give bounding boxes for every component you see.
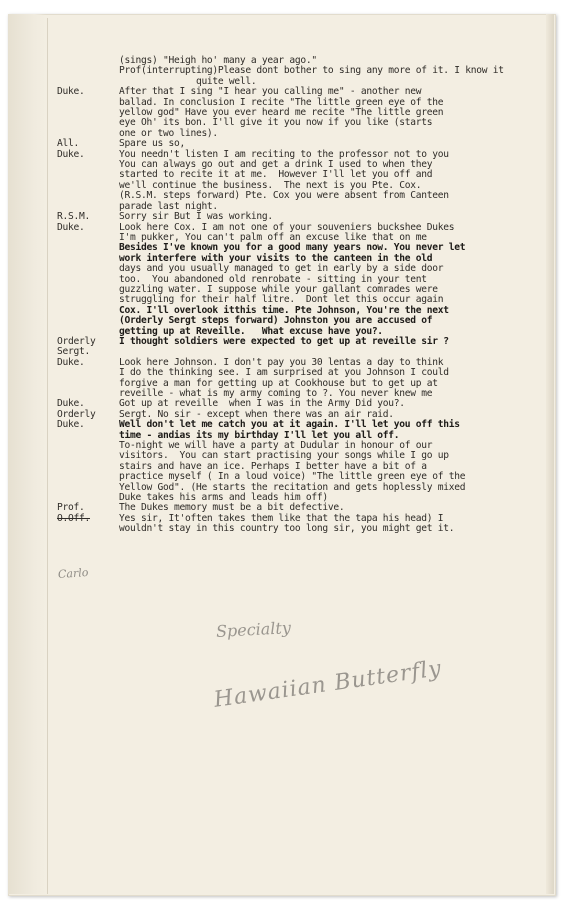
dialogue-text: Look here Cox. I am not one of your souveniers buckshee Dukes bbox=[119, 221, 455, 233]
speaker-label bbox=[57, 254, 119, 264]
speaker-label: Duke. bbox=[57, 356, 85, 368]
dialogue-text: eye Oh' its bon. I'll give it you now if you like (starts bbox=[119, 117, 433, 129]
dialogue-text: ballad. In conclusion I recite "The little green eye of the bbox=[119, 96, 444, 108]
dialogue-text: yellow god" Have you ever heard me recite "The little green bbox=[119, 107, 444, 119]
speaker-label bbox=[57, 472, 119, 482]
speaker-label bbox=[57, 275, 119, 285]
speaker-label bbox=[57, 306, 119, 316]
dialogue-text: Cox. I'll overlook itthis time. Pte Johnson, You're the next bbox=[119, 304, 449, 316]
handwritten-note-song: Hawaiian Butterfly bbox=[212, 656, 444, 713]
dialogue-text: started to recite it at me. However I'll let you off and bbox=[119, 169, 433, 181]
dialogue-text: guzzling water. I suppose while your gallant comrades were bbox=[119, 283, 438, 295]
dialogue-text: too. You abandoned old renrobate - sitting in your tent bbox=[119, 273, 427, 285]
dialogue-text: I do the thinking see. I am surprised at you Johnson I could bbox=[119, 367, 449, 379]
speaker-label: Sergt. bbox=[57, 346, 90, 358]
speaker-label bbox=[57, 108, 119, 118]
speaker-label bbox=[57, 368, 119, 378]
dialogue-text: Sergt. No sir - except when there was an air raid. bbox=[119, 408, 394, 420]
dialogue-text: one or two lines). bbox=[119, 127, 218, 139]
speaker-label: O.Off. bbox=[57, 512, 90, 524]
handwritten-note-specialty: Specialty bbox=[215, 618, 292, 641]
dialogue-text: (sings) "Heigh ho' many a year ago." bbox=[119, 55, 317, 66]
dialogue-text: The Dukes memory must be a bit defective. bbox=[119, 502, 345, 514]
speaker-label: R.S.M. bbox=[57, 211, 90, 223]
speaker-label: Duke. bbox=[57, 221, 85, 233]
dialogue-text: Yellow God". (He starts the recitation and gets hoplessly mixed bbox=[119, 481, 466, 493]
paper-shadow bbox=[8, 14, 46, 894]
speaker-label bbox=[57, 462, 119, 472]
speaker-label bbox=[57, 451, 119, 461]
dialogue-text: visitors. You can start practising your songs while I go up bbox=[119, 450, 449, 462]
script-line bbox=[57, 337, 537, 347]
dialogue-text: Got up at reveille when I was in the Army Did you?. bbox=[119, 398, 405, 410]
dialogue-text: reveille - what is my army coming to ?. You never knew me bbox=[119, 388, 433, 399]
speaker-label bbox=[57, 316, 119, 326]
speaker-label bbox=[57, 191, 119, 201]
speaker-label: All. bbox=[57, 138, 79, 150]
dialogue-text: Sorry sir But I was working. bbox=[119, 211, 273, 223]
speaker-label: Orderly bbox=[57, 408, 96, 420]
dialogue-text: wouldn't stay in this country too long sir, you might get it. bbox=[119, 523, 455, 535]
speaker-label bbox=[57, 483, 119, 493]
dialogue-text: Look here Johnson. I don't pay you 30 lentas a day to think bbox=[119, 356, 444, 368]
script-line bbox=[57, 524, 537, 534]
speaker-label bbox=[57, 441, 119, 451]
typed-script bbox=[57, 56, 537, 535]
dialogue-text: Duke takes his arms and leads him off) bbox=[119, 492, 328, 504]
dialogue-text: You can always go out and get a drink I used to when they bbox=[119, 159, 433, 171]
script-line bbox=[57, 264, 537, 274]
dialogue-text: struggling for their half litre. Dont let this occur again bbox=[119, 294, 444, 306]
dialogue-text: (R.S.M. steps forward) Pte. Cox you were absent from Canteen bbox=[119, 190, 449, 202]
handwritten-speaker-correction: Carlo bbox=[57, 565, 89, 582]
script-line bbox=[57, 316, 537, 326]
script-line bbox=[57, 212, 537, 222]
speaker-label bbox=[57, 295, 119, 305]
speaker-label bbox=[57, 233, 119, 243]
dialogue-text: parade last night. bbox=[119, 200, 218, 212]
dialogue-text: time - andias its my birthday I'll let you all off. bbox=[119, 429, 400, 441]
speaker-label bbox=[57, 118, 119, 128]
speaker-label: Duke. bbox=[57, 398, 85, 410]
dialogue-text: You needn't listen I am reciting to the professor not to you bbox=[119, 148, 449, 160]
speaker-label bbox=[57, 524, 119, 534]
dialogue-text: forgive a man for getting up at Cookhouse but to get up at bbox=[119, 377, 438, 389]
speaker-label bbox=[57, 160, 119, 170]
dialogue-text: To-night we will have a party at Dudular in honour of our bbox=[119, 440, 433, 452]
dialogue-text: After that I sing "I hear you calling me" - another new bbox=[119, 86, 422, 98]
dialogue-text: days and you usually managed to get in early by a side door bbox=[119, 263, 444, 275]
margin-line bbox=[47, 18, 48, 894]
speaker-label bbox=[57, 243, 119, 253]
paper-edge bbox=[546, 14, 554, 894]
dialogue-text: practice myself ( In a loud voice) "The little green eye of the bbox=[119, 471, 466, 483]
speaker-label: Prof. bbox=[57, 502, 85, 514]
dialogue-text: Yes sir, It'often takes them like that the tapa his head) I bbox=[119, 512, 444, 524]
dialogue-text: I thought soldiers were expected to get up at reveille sir ? bbox=[119, 335, 449, 347]
speaker-label bbox=[57, 98, 119, 108]
speaker-label bbox=[57, 181, 119, 191]
speaker-label bbox=[57, 66, 119, 76]
dialogue-text: work interfere with your visits to the canteen in the old bbox=[119, 252, 433, 264]
dialogue-text: Spare us so, bbox=[119, 138, 185, 150]
speaker-label: Duke. bbox=[57, 148, 85, 160]
dialogue-text: Well don't let me catch you at it again. I'll let you off this bbox=[119, 419, 460, 431]
dialogue-text: we'll continue the business. The next is you Pte. Cox. bbox=[119, 179, 422, 191]
speaker-label: Orderly bbox=[57, 335, 96, 347]
dialogue-text: stairs and have an ice. Perhaps I better have a bit of a bbox=[119, 460, 427, 472]
dialogue-text: Besides I've known you for a good many years now. You never let bbox=[119, 242, 466, 254]
dialogue-text: (Orderly Sergt steps forward) Johnston you are accused of bbox=[119, 315, 433, 327]
speaker-label bbox=[57, 264, 119, 274]
speaker-label bbox=[57, 431, 119, 441]
speaker-label bbox=[57, 56, 119, 66]
speaker-label bbox=[57, 170, 119, 180]
dialogue-text: I'm pukker, You can't palm off an excuse like that on me bbox=[119, 231, 427, 243]
speaker-label: Duke. bbox=[57, 86, 85, 98]
speaker-label: Duke. bbox=[57, 419, 85, 431]
dialogue-text: getting up at Reveille. What excuse have you?. bbox=[119, 325, 383, 337]
speaker-label bbox=[57, 379, 119, 389]
dialogue-text: Prof(interrupting)Please dont bother to sing any more of it. I know it bbox=[119, 65, 504, 77]
speaker-label bbox=[57, 285, 119, 295]
dialogue-text: quite well. bbox=[119, 75, 257, 87]
